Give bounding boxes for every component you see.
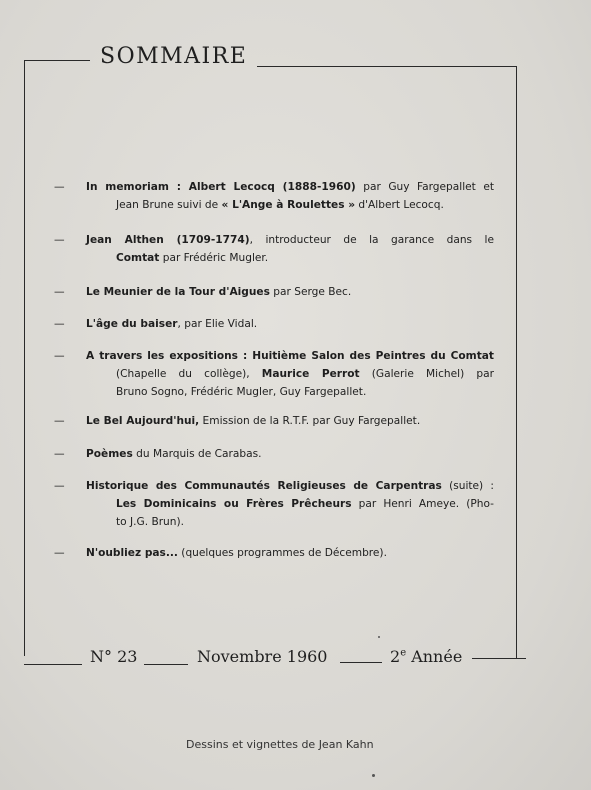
entry-line1 bbox=[86, 178, 494, 196]
entry-text: Emission de la R.T.F. par Guy Fargepallet. bbox=[199, 415, 421, 427]
entry-text: (quelques programmes de Décembre). bbox=[177, 547, 387, 559]
entry-text: du Marquis de Carabas. bbox=[132, 448, 262, 460]
entry-line2 bbox=[116, 495, 494, 513]
footer-rule-1 bbox=[24, 664, 82, 665]
entry-title-text: Poèmes bbox=[86, 448, 133, 460]
issue-year-word: Année bbox=[406, 647, 463, 666]
entry-title-text: Comtat bbox=[116, 252, 160, 264]
entry-line1 bbox=[86, 412, 494, 430]
entry-title-text: Le Bel Aujourd'hui, bbox=[86, 415, 200, 427]
entry-text: (Chapelle du collège), bbox=[116, 368, 262, 380]
entry-line1 bbox=[86, 544, 494, 562]
toc-entry bbox=[54, 445, 494, 463]
paper-speck bbox=[378, 636, 380, 638]
entry-title-text: A travers les expositions : Huitième Salon des Peintres du Comtat bbox=[86, 350, 494, 362]
entry-title-text: Les Dominicains ou Frères Prêcheurs bbox=[116, 498, 352, 510]
entry-line2 bbox=[116, 365, 494, 383]
entry-title-text: In memoriam : Albert Lecocq (1888-1960) bbox=[86, 181, 356, 193]
entry-dash: — bbox=[54, 234, 65, 246]
entry-title-text: Le Meunier de la Tour d'Aigues bbox=[86, 286, 270, 298]
toc-entry bbox=[54, 544, 494, 562]
entry-text: (suite) : bbox=[441, 480, 494, 492]
entry-dash: — bbox=[54, 350, 65, 362]
issue-number: N° 23 bbox=[90, 647, 138, 666]
toc-entry bbox=[54, 315, 494, 333]
entry-dash: — bbox=[54, 415, 65, 427]
entry-line1 bbox=[86, 445, 494, 463]
entry-text: , par Elie Vidal. bbox=[177, 318, 258, 330]
entry-line2 bbox=[116, 249, 494, 267]
header-rule-left bbox=[24, 60, 90, 61]
frame-right-border bbox=[516, 66, 517, 658]
issue-year bbox=[390, 647, 462, 666]
toc-entry bbox=[54, 283, 494, 301]
entry-line1 bbox=[86, 231, 494, 249]
entry-text: par Guy Fargepallet et bbox=[355, 181, 494, 193]
toc-entry bbox=[54, 477, 494, 531]
illustration-credit: Dessins et vignettes de Jean Kahn bbox=[186, 738, 374, 751]
entry-title-text: Jean Althen (1709-1774) bbox=[86, 234, 250, 246]
entry-text: (Galerie Michel) par bbox=[359, 368, 494, 380]
entry-dash: — bbox=[54, 318, 65, 330]
entry-text: par Henri Ameye. (Pho- bbox=[351, 498, 494, 510]
entry-title-text: Historique des Communautés Religieuses de Carpentras bbox=[86, 480, 442, 492]
toc-entry bbox=[54, 178, 494, 214]
entry-line1 bbox=[86, 477, 494, 495]
entry-text: to J.G. Brun). bbox=[116, 516, 184, 528]
entry-line2 bbox=[116, 196, 494, 214]
entry-text: d'Albert Lecocq. bbox=[355, 199, 444, 211]
entry-line3 bbox=[116, 383, 494, 401]
issue-date-text: Novembre 1960 bbox=[197, 647, 328, 666]
toc-entry bbox=[54, 347, 494, 401]
entry-line1 bbox=[86, 347, 494, 365]
page-title: SOMMAIRE bbox=[100, 44, 248, 69]
entry-dash: — bbox=[54, 448, 65, 460]
entry-text: Jean Brune suivi de bbox=[116, 199, 222, 211]
issue-date bbox=[197, 647, 327, 666]
entry-dash: — bbox=[54, 480, 65, 492]
entry-text: par Serge Bec. bbox=[269, 286, 352, 298]
entry-line3 bbox=[116, 513, 494, 531]
entry-title-text: N'oubliez pas... bbox=[86, 547, 178, 559]
entry-dash: — bbox=[54, 181, 65, 193]
entry-title-text: Maurice Perrot bbox=[261, 368, 360, 380]
entry-text: , introducteur de la garance dans le bbox=[249, 234, 495, 246]
entry-title-text: « L'Ange à Roulettes » bbox=[221, 199, 356, 211]
frame-left-border bbox=[24, 60, 25, 656]
entry-text: par Frédéric Mugler. bbox=[159, 252, 269, 264]
entry-line1 bbox=[86, 315, 494, 333]
entry-text: Bruno Sogno, Frédéric Mugler, Guy Fargepallet. bbox=[116, 386, 367, 398]
toc-entry bbox=[54, 231, 494, 267]
entry-title-text: L'âge du baiser bbox=[86, 318, 178, 330]
footer-rule-3 bbox=[340, 662, 382, 663]
header-rule-right bbox=[257, 66, 517, 67]
entry-dash: — bbox=[54, 286, 65, 298]
entry-line1 bbox=[86, 283, 494, 301]
issue-year-superscript: e bbox=[400, 647, 407, 659]
paper-speck bbox=[372, 774, 375, 777]
entry-dash: — bbox=[54, 547, 65, 559]
issue-year-number: 2 bbox=[390, 647, 401, 666]
toc-entry bbox=[54, 412, 494, 430]
footer-rule-4 bbox=[472, 658, 526, 659]
footer-rule-2 bbox=[144, 664, 188, 665]
